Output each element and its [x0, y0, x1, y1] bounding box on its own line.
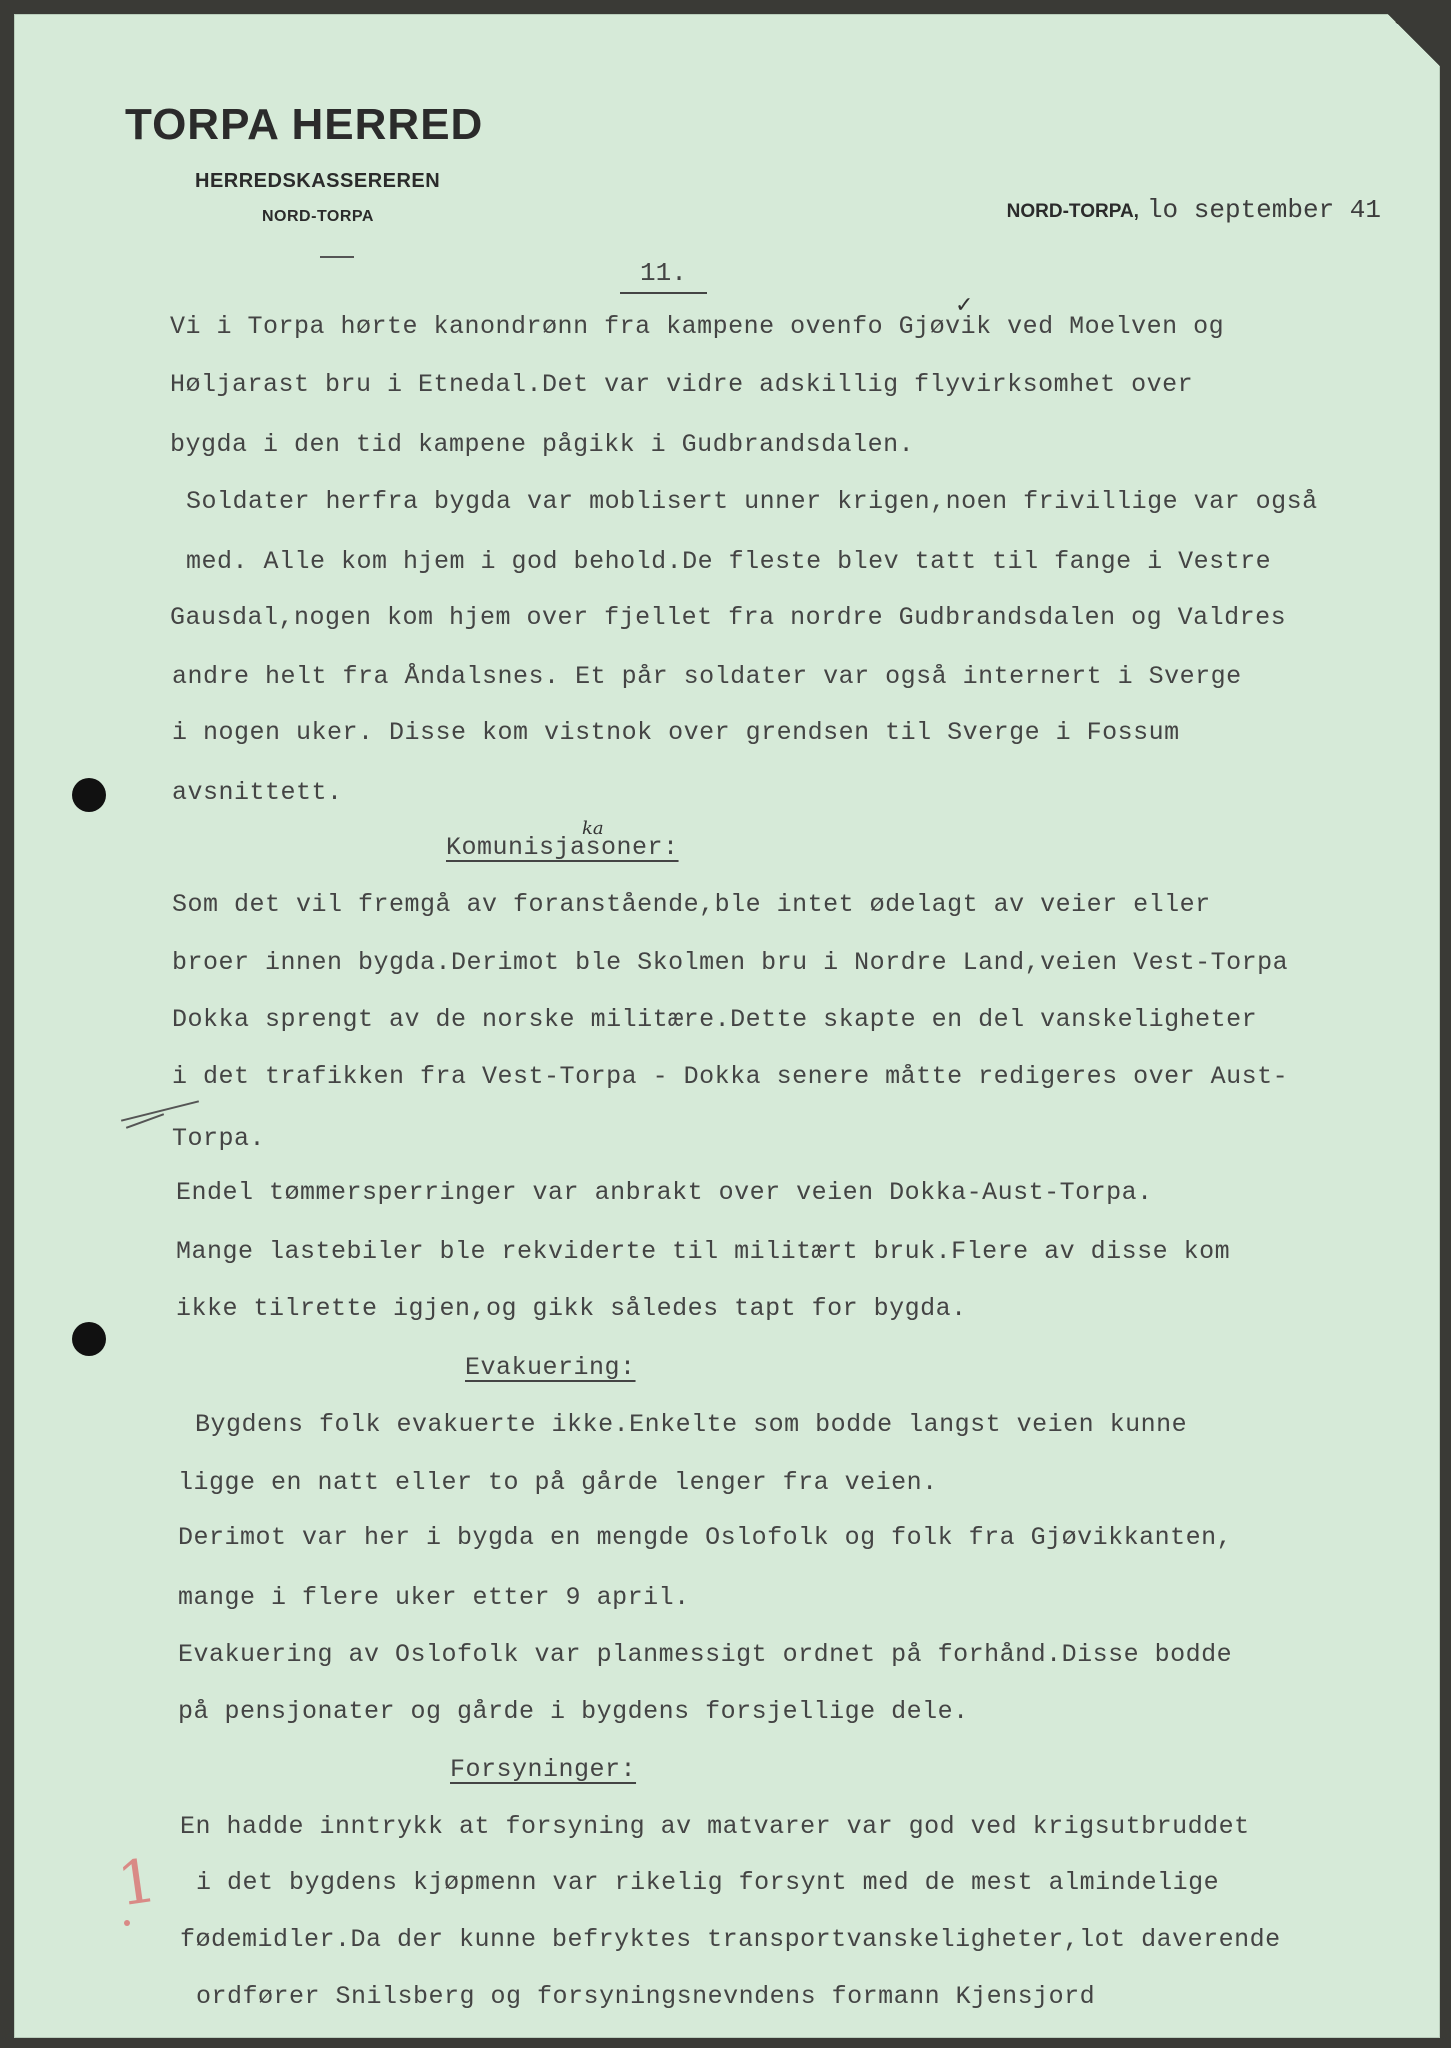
folded-corner [1370, 14, 1440, 94]
text-line: Torpa. [172, 1124, 266, 1153]
text-line: fødemidler.Da der kunne befryktes transportvanskeligheter,lot daverende [180, 1925, 1281, 1954]
red-pencil-mark: 1 [113, 1845, 161, 1921]
punch-hole [72, 1322, 106, 1356]
text-line: andre helt fra Åndalsnes. Et pår soldater var også internert i Sverge [172, 662, 1242, 691]
letterhead-place: NORD-TORPA [262, 208, 374, 225]
section-heading-evakuering: Evakuering: [465, 1353, 636, 1382]
text-line: i det bygdens kjøpmenn var rikelig forsynt med de mest almindelige [196, 1868, 1220, 1897]
checkmark-annotation: ✓ [955, 293, 974, 318]
text-line: Vi i Torpa hørte kanondrønn fra kampene ovenfo Gjøvik ved Moelven og [170, 312, 1225, 341]
section-heading-forsyninger: Forsyninger: [450, 1755, 637, 1784]
red-pencil-dot [124, 1920, 130, 1926]
text-line: mange i flere uker etter 9 april. [178, 1583, 690, 1612]
text-line: ligge en natt eller to på gårde lenger fra veien. [178, 1468, 938, 1497]
text-line: En hadde inntrykk at forsyning av matvarer var god ved krigsutbruddet [180, 1812, 1250, 1841]
text-line: Bygdens folk evakuerte ikke.Enkelte som bodde langst veien kunne [195, 1410, 1188, 1439]
text-line: Dokka sprengt av de norske militære.Dette skapte en del vanskeligheter [172, 1005, 1258, 1034]
text-line: bygda i den tid kampene pågikk i Gudbrandsdalen. [170, 430, 915, 459]
text-line: i det trafikken fra Vest-Torpa - Dokka senere måtte redigeres over Aust- [172, 1062, 1289, 1091]
punch-hole [72, 778, 106, 812]
letterhead-divider [320, 256, 354, 258]
text-line: i nogen uker. Disse kom vistnok over grendsen til Sverge i Fossum [172, 718, 1180, 747]
page-number: 11. [620, 258, 707, 294]
text-line: Gausdal,nogen kom hjem over fjellet fra nordre Gudbrandsdalen og Valdres [170, 603, 1287, 632]
text-line: Som det vil fremgå av foranstående,ble intet ødelagt av veier eller [172, 890, 1211, 919]
text-line: med. Alle kom hjem i god behold.De fleste blev tatt til fange i Vestre [186, 547, 1272, 576]
text-line: Derimot var her i bygda en mengde Oslofolk og folk fra Gjøvikkanten, [178, 1523, 1233, 1552]
text-line: Soldater herfra bygda var moblisert unner krigen,noen frivillige var også [186, 487, 1318, 516]
text-line: Høljarast bru i Etnedal.Det var vidre adskillig flyvirksomhet over [170, 370, 1194, 399]
text-line: ikke tilrette igjen,og gikk således tapt for bygda. [176, 1294, 967, 1323]
letterhead-subtitle: HERREDSKASSEREREN [195, 170, 441, 192]
handwritten-ka-annotation: ka [582, 818, 604, 839]
text-line: avsnittett. [172, 778, 343, 807]
text-line: på pensjonater og gårde i bygdens forsjellige dele. [178, 1697, 969, 1726]
letterhead-title: TORPA HERRED [125, 100, 484, 149]
date-text: lo september 41 [1146, 195, 1381, 225]
text-line: ordfører Snilsberg og forsyningsnevndens formann Kjensjord [196, 1982, 1096, 2011]
date-line [1007, 195, 1381, 225]
text-line: Evakuering av Oslofolk var planmessigt ordnet på forhånd.Disse bodde [178, 1640, 1233, 1669]
section-heading-komunikasjoner: Komunisjasoner: [446, 833, 679, 862]
text-line: Mange lastebiler ble rekviderte til militært bruk.Flere av disse kom [176, 1237, 1231, 1266]
text-line: broer innen bygda.Derimot ble Skolmen bru i Nordre Land,veien Vest-Torpa [172, 948, 1289, 977]
text-line: Endel tømmersperringer var anbrakt over veien Dokka-Aust-Torpa. [176, 1178, 1153, 1207]
date-place: NORD-TORPA, [1006, 201, 1139, 222]
